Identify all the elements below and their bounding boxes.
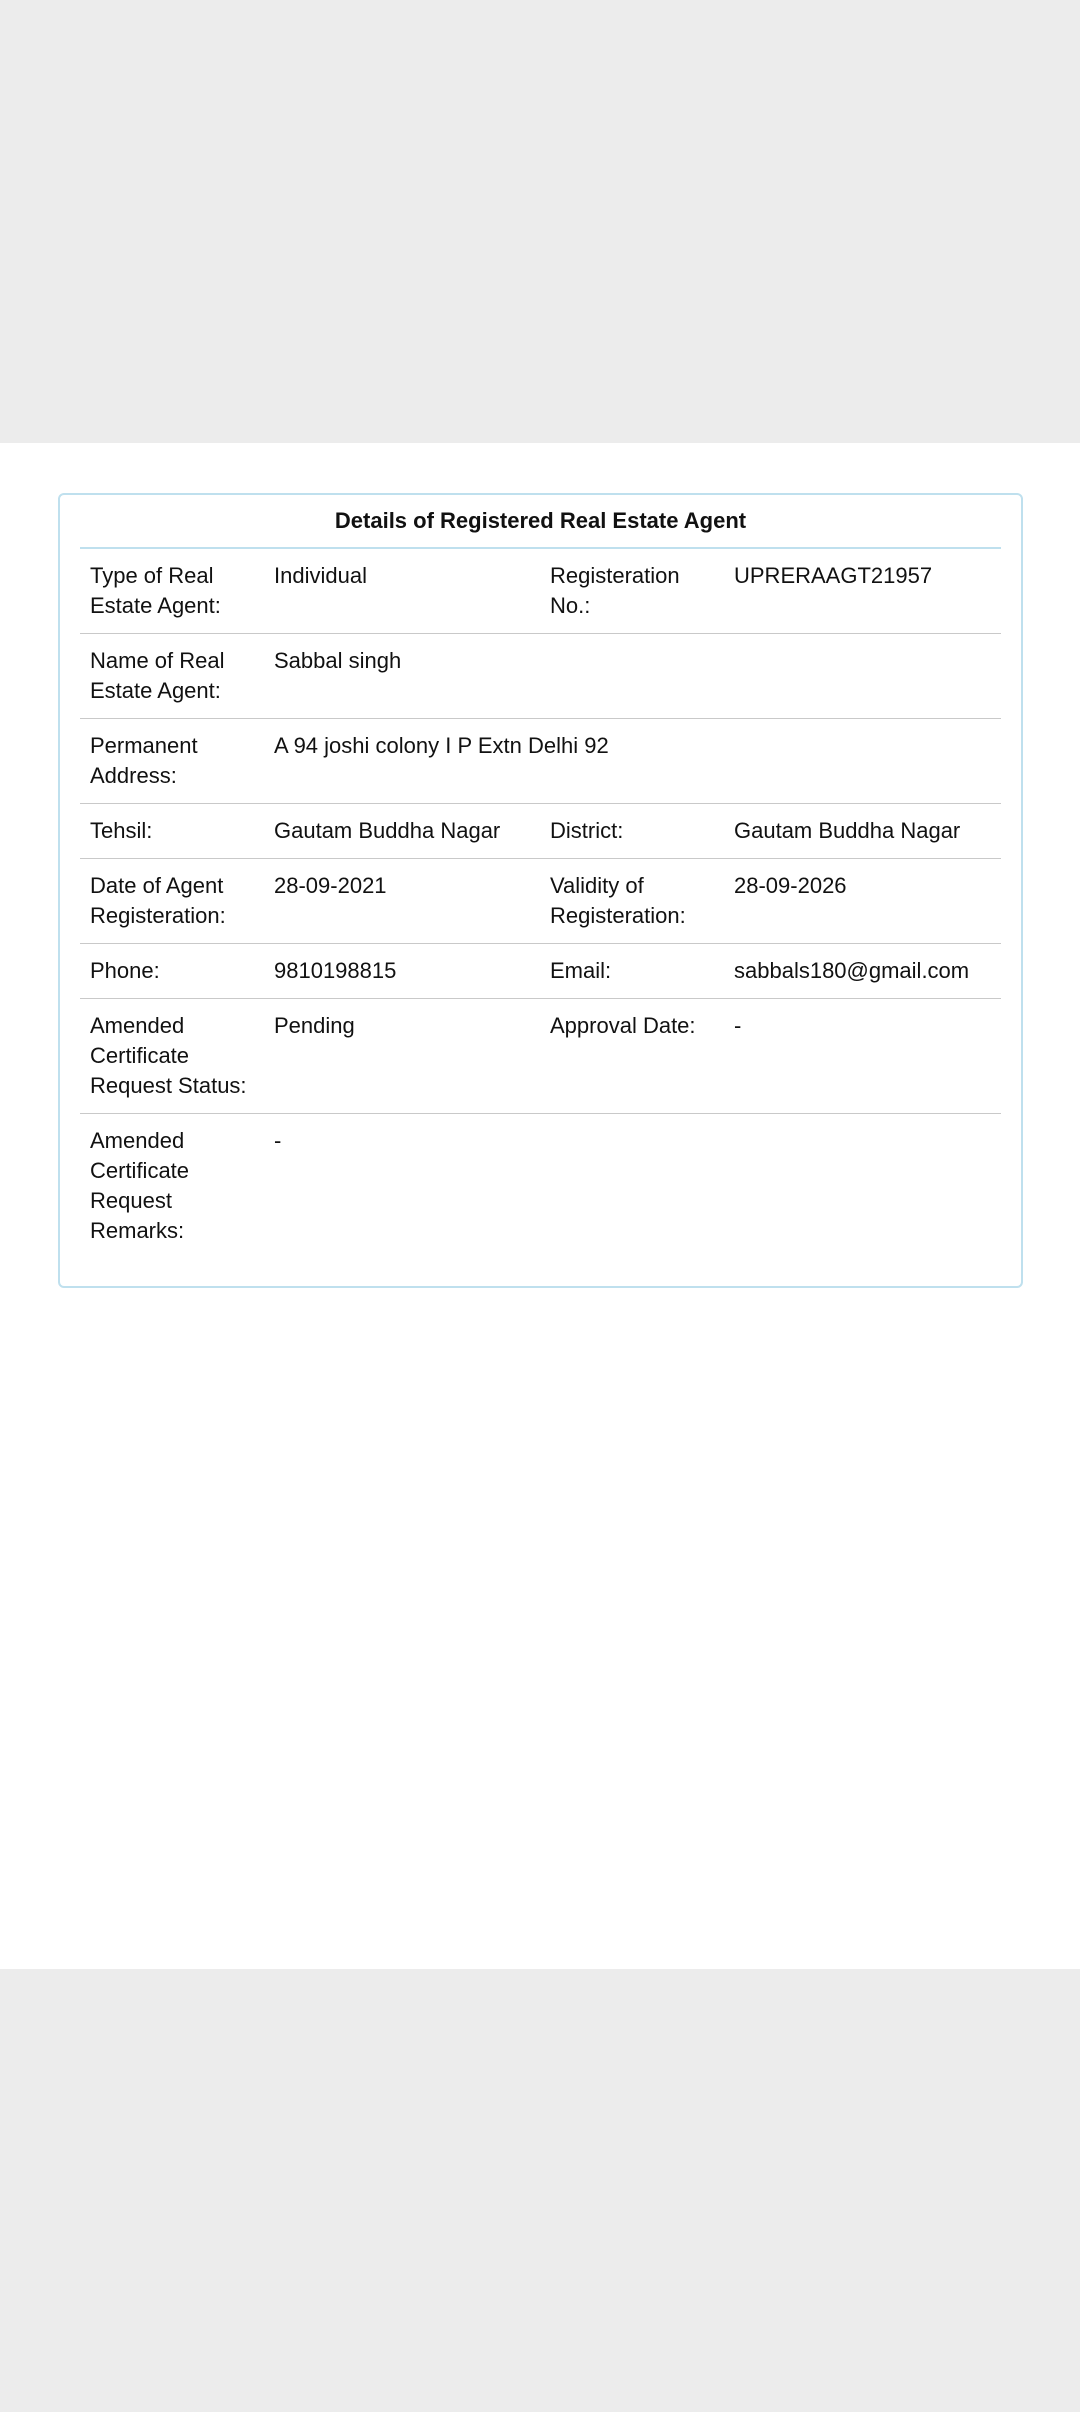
value-permanent-address: A 94 joshi colony I P Extn Delhi 92 bbox=[264, 719, 1001, 804]
label-permanent-address: Permanent Address: bbox=[80, 719, 264, 804]
bottom-gray-band bbox=[0, 1969, 1080, 2412]
value-amended-remarks: - bbox=[264, 1114, 1001, 1259]
value-agent-type: Individual bbox=[274, 563, 367, 588]
label-agent-name: Name of Real Estate Agent: bbox=[80, 634, 264, 719]
row-registration-dates bbox=[80, 859, 1001, 944]
label-district: District: bbox=[540, 804, 724, 859]
value-tehsil: Gautam Buddha Nagar bbox=[264, 804, 540, 859]
label-amended-remarks: Amended Certificate Request Remarks: bbox=[80, 1114, 264, 1259]
row-amended-status bbox=[80, 999, 1001, 1114]
value-district: Gautam Buddha Nagar bbox=[724, 804, 1001, 859]
label-registration-no: Registeration No.: bbox=[550, 563, 680, 618]
label-amended-status: Amended Certificate Request Status: bbox=[80, 999, 264, 1114]
label-agent-type: Type of Real Estate Agent: bbox=[90, 563, 221, 618]
label-email: Email: bbox=[540, 944, 724, 999]
value-registration-date: 28-09-2021 bbox=[264, 859, 540, 944]
label-registration-date: Date of Agent Registeration: bbox=[80, 859, 264, 944]
value-validity: 28-09-2026 bbox=[724, 859, 1001, 944]
label-tehsil: Tehsil: bbox=[80, 804, 264, 859]
value-amended-status: Pending bbox=[264, 999, 540, 1114]
card-title: Details of Registered Real Estate Agent bbox=[80, 495, 1001, 549]
label-phone: Phone: bbox=[80, 944, 264, 999]
row-agent-name bbox=[80, 634, 1001, 719]
label-approval-date: Approval Date: bbox=[540, 999, 724, 1114]
value-approval-date: - bbox=[724, 999, 1001, 1114]
top-gray-band bbox=[0, 0, 1080, 443]
agent-details-table bbox=[80, 549, 1001, 1258]
row-tehsil-district bbox=[80, 804, 1001, 859]
row-contact bbox=[80, 944, 1001, 999]
row-amended-remarks bbox=[80, 1114, 1001, 1259]
value-email[interactable]: sabbals180@gmail.com bbox=[724, 944, 1001, 999]
label-validity: Validity of Registeration: bbox=[540, 859, 724, 944]
value-registration-no: UPRERAAGT21957 bbox=[734, 563, 933, 588]
row-permanent-address bbox=[80, 719, 1001, 804]
row-type-registration bbox=[80, 549, 1001, 634]
value-phone[interactable]: 9810198815 bbox=[264, 944, 540, 999]
agent-details-card bbox=[58, 493, 1023, 1288]
value-agent-name: Sabbal singh bbox=[264, 634, 1001, 719]
